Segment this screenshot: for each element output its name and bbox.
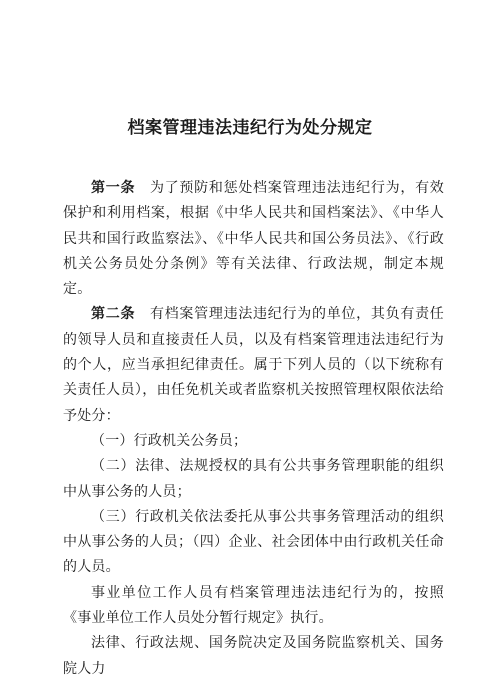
article-2-paragraph	[63, 302, 444, 428]
list-item-3: （三）行政机关依法委托从事公共事务管理活动的组织中从事公务的人员；（四）企业、社会团体中由行政机关任命的人员。	[63, 508, 444, 576]
article-1-paragraph	[63, 176, 444, 302]
paragraph-text: 有档案管理违法违纪行为的单位，其负有责任的领导人员和直接责任人员，以及有档案管理违法违纪行为的个人，应当承担纪律责任。属于下列人员的（以下统称有关责任人员），由任免机关或者监察机关按照管理权限依法给予处分：	[63, 306, 445, 424]
paragraph-public-institution: 事业单位工作人员有档案管理违法违纪行为的，按照《事业单位工作人员处分暂行规定》执行。	[63, 584, 444, 627]
article-number: 第一条	[91, 180, 136, 196]
list-item-1: （一）行政机关公务员；	[91, 432, 248, 449]
paragraph-laws-cutoff: 法律、行政法规、国务院决定及国务院监察机关、国务院人力	[63, 635, 444, 677]
paragraph-text: 为了预防和惩处档案管理违法违纪行为，有效保护和利用档案，根据《中华人民共和国档案法》、《中华人民共和国行政监察法》、《中华人民共和国公务员法》、《行政机关公务员处分条例》等有关法律、行政法规，制定本规定。	[63, 180, 445, 298]
list-item-2: （二）法律、法规授权的具有公共事务管理职能的组织中从事公务的人员；	[63, 458, 444, 500]
article-number: 第二条	[91, 306, 136, 323]
document-title: 档案管理违法违纪行为处分规定	[127, 118, 373, 138]
document-body	[63, 176, 444, 682]
